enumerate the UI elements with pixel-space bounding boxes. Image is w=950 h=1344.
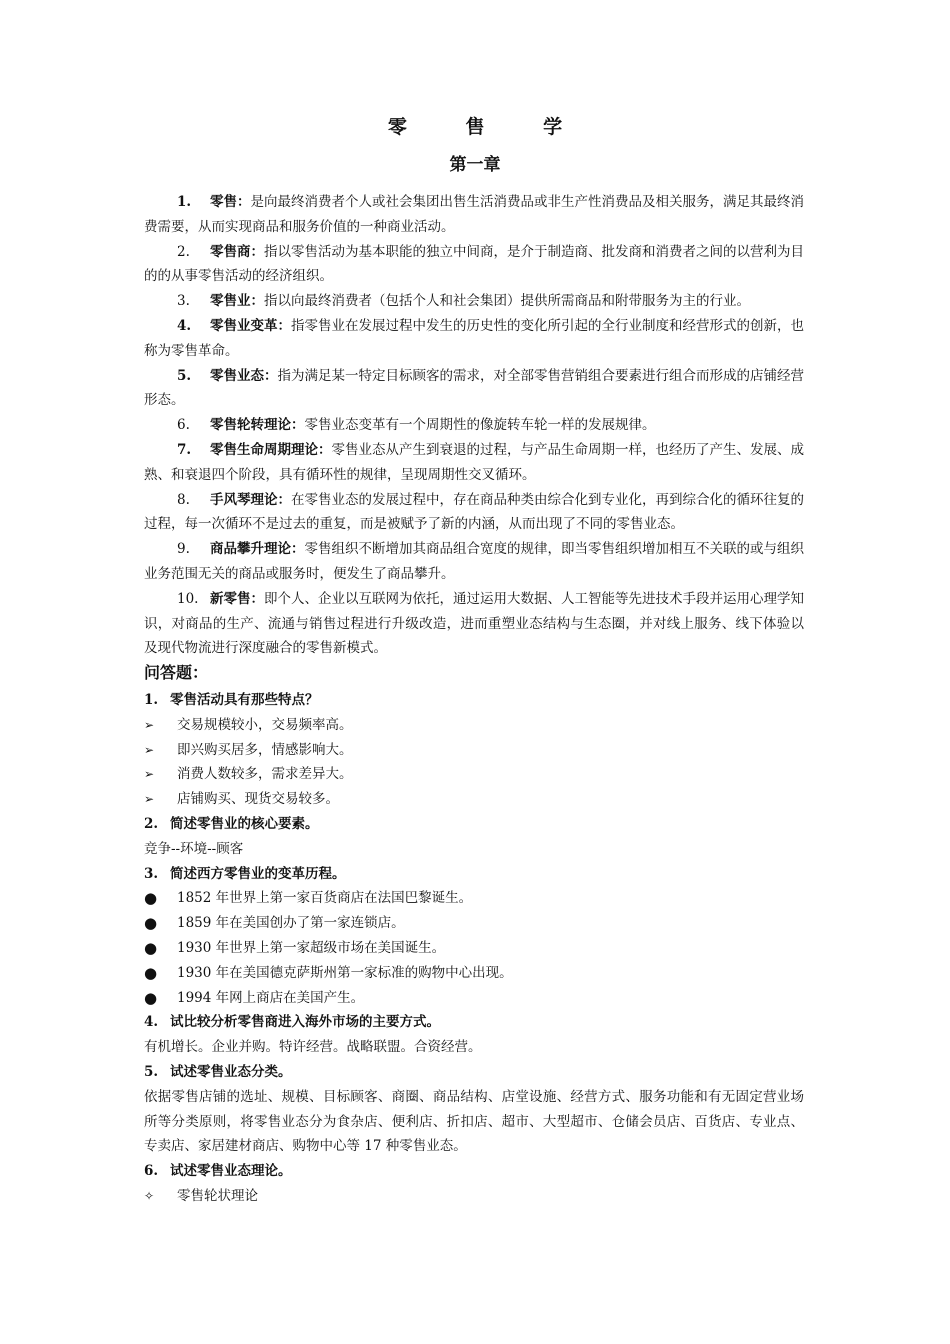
arrow-bullet-icon: ➢ bbox=[144, 742, 155, 757]
dot-bullet-icon: ● bbox=[144, 938, 158, 957]
definition-term: 新零售： bbox=[210, 590, 264, 607]
list-item: ➢ 交易规模较小，交易频率高。 bbox=[144, 713, 804, 738]
definition-term: 商品攀升理论： bbox=[210, 541, 305, 558]
list-item: ● 1994 年网上商店在美国产生。 bbox=[144, 986, 804, 1011]
question-5: 5. 试述零售业态分类。 bbox=[144, 1063, 292, 1080]
qa-heading: 问答题： bbox=[144, 663, 209, 682]
list-item: ✧ 零售轮状理论 bbox=[144, 1184, 804, 1209]
definition-text: 指以零售活动为基本职能的独立中间商，是介于制造商、批发商和消费者之间的以营利为目的的从事零售活动的经济组织。 bbox=[144, 243, 804, 285]
dot-bullet-icon: ● bbox=[144, 889, 158, 908]
definition-item: 1. 零售：是向最终消费者个人或社会集团出售生活消费品或非生产性消费品及相关服务，满足其最终消费需要，从而实现商品和服务价值的一种商业活动。 bbox=[144, 194, 804, 235]
question-4: 4. 试比较分析零售商进入海外市场的主要方式。 bbox=[144, 1014, 440, 1031]
arrow-bullet-icon: ➢ bbox=[144, 767, 155, 782]
definition-item: 10. 新零售：即个人、企业以互联网为依托，通过运用大数据、人工智能等先进技术手段并运用心理学知识，对商品的生产、流通与销售过程进行升级改造，进而重塑业态结构与生态圈，并对线上服务、线下体验以及现代物流进行深度融合的零售新模式。 bbox=[144, 590, 804, 657]
definition-text: 在零售业态的发展过程中，存在商品种类由综合化到专业化，再到综合化的循环往复的过程，每一次循环不是过去的重复，而是被赋予了新的内涵，从而出现了不同的零售业态。 bbox=[144, 491, 804, 533]
question-2: 2. 简述零售业的核心要素。 bbox=[144, 815, 319, 832]
qa-section bbox=[144, 660, 804, 1209]
definition-term: 零售业变革： bbox=[210, 317, 291, 334]
answer-4: 有机增长。企业并购。特许经营。战略联盟。合资经营。 bbox=[144, 1039, 482, 1056]
definition-item: 7. 零售生命周期理论：零售业态从产生到衰退的过程，与产品生命周期一样，也经历了产生、发展、成熟、和衰退四个阶段，具有循环性的规律，呈现周期性交叉循环。 bbox=[144, 441, 804, 483]
definition-item: 9. 商品攀升理论：零售组织不断增加其商品组合宽度的规律，即当零售组织增加相互不关联的或与组织业务范围无关的商品或服务时，便发生了商品攀升。 bbox=[144, 541, 804, 582]
list-item: ● 1930 年世界上第一家超级市场在美国诞生。 bbox=[144, 936, 804, 961]
arrow-bullet-icon: ➢ bbox=[144, 717, 155, 732]
definition-item: 2. 零售商：指以零售活动为基本职能的独立中间商，是介于制造商、批发商和消费者之间的以营利为目的的从事零售活动的经济组织。 bbox=[144, 243, 804, 285]
definitions-list bbox=[144, 190, 804, 661]
definition-text: 零售业态从产生到衰退的过程，与产品生命周期一样，也经历了产生、发展、成熟、和衰退四个阶段，具有循环性的规律，呈现周期性交叉循环。 bbox=[144, 441, 804, 483]
definition-text: 指以向最终消费者（包括个人和社会集团）提供所需商品和附带服务为主的行业。 bbox=[264, 293, 750, 310]
list-item: ➢ 店铺购买、现货交易较多。 bbox=[144, 787, 804, 812]
question-6: 6. 试述零售业态理论。 bbox=[144, 1163, 292, 1180]
list-item: ➢ 即兴购买居多，情感影响大。 bbox=[144, 738, 804, 763]
question-3: 3. 简述西方零售业的变革历程。 bbox=[144, 865, 346, 882]
chapter-heading: 第一章 bbox=[449, 155, 501, 175]
list-item: ➢ 消费人数较多，需求差异大。 bbox=[144, 762, 804, 787]
list-item: ● 1852 年世界上第一家百货商店在法国巴黎诞生。 bbox=[144, 886, 804, 911]
definition-text: 即个人、企业以互联网为依托，通过运用大数据、人工智能等先进技术手段并运用心理学知识，对商品的生产、流通与销售过程进行升级改造，进而重塑业态结构与生态圈，并对线上服务、线下体验以及现代物流进行深度融合的零售新模式。 bbox=[144, 590, 804, 657]
definition-term: 零售： bbox=[210, 194, 251, 210]
definition-text: 是向最终消费者个人或社会集团出售生活消费品或非生产性消费品及相关服务，满足其最终消费需要，从而实现商品和服务价值的一种商业活动。 bbox=[144, 194, 804, 235]
dot-bullet-icon: ● bbox=[144, 914, 158, 933]
definition-item: 5. 零售业态：指为满足某一特定目标顾客的需求，对全部零售营销组合要素进行组合而形成的店铺经营形态。 bbox=[144, 367, 804, 409]
list-item: ● 1859 年在美国创办了第一家连锁店。 bbox=[144, 911, 804, 936]
definition-text: 零售业态变革有一个周期性的像旋转车轮一样的发展规律。 bbox=[304, 417, 656, 434]
dot-bullet-icon: ● bbox=[144, 988, 158, 1007]
definition-term: 手风琴理论： bbox=[210, 491, 291, 508]
definition-item: 4. 零售业变革：指零售业在发展过程中发生的历史性的变化所引起的全行业制度和经营形式的创新，也称为零售革命。 bbox=[144, 317, 804, 359]
question-1: 1. 零售活动具有那些特点？ bbox=[144, 692, 319, 708]
answer-2: 竞争--环境--顾客 bbox=[144, 840, 244, 857]
star-bullet-icon: ✧ bbox=[144, 1188, 155, 1203]
answer-5: 依据零售店铺的选址、规模、目标顾客、商圈、商品结构、店堂设施、经营方式、服务功能和有无固定营业场所等分类原则，将零售业态分为食杂店、便利店、折扣店、超市、大型超市、仓储会员店、百货店、专业点、专卖店、家居建材商店、购物中心等 17 种零售业态。 bbox=[144, 1088, 804, 1155]
definition-item: 6. 零售轮转理论：零售业态变革有一个周期性的像旋转车轮一样的发展规律。 bbox=[177, 417, 656, 434]
definition-term: 零售生命周期理论： bbox=[210, 441, 332, 458]
definition-text: 指为满足某一特定目标顾客的需求，对全部零售营销组合要素进行组合而形成的店铺经营形态。 bbox=[144, 367, 804, 409]
definition-text: 零售组织不断增加其商品组合宽度的规律，即当零售组织增加相互不关联的或与组织业务范围无关的商品或服务时，便发生了商品攀升。 bbox=[144, 541, 804, 582]
definition-term: 零售业： bbox=[210, 293, 264, 310]
definition-item: 8. 手风琴理论：在零售业态的发展过程中，存在商品种类由综合化到专业化，再到综合化的循环往复的过程，每一次循环不是过去的重复，而是被赋予了新的内涵，从而出现了不同的零售业态。 bbox=[144, 491, 804, 533]
list-item: ● 1930 年在美国德克萨斯州第一家标准的购物中心出现。 bbox=[144, 961, 804, 986]
arrow-bullet-icon: ➢ bbox=[144, 792, 155, 807]
document-title: 零 售 学 bbox=[387, 116, 589, 138]
definition-term: 零售轮转理论： bbox=[210, 417, 305, 434]
definition-item: 3. 零售业：指以向最终消费者（包括个人和社会集团）提供所需商品和附带服务为主的行业。 bbox=[177, 293, 750, 310]
definition-term: 零售商： bbox=[210, 243, 264, 260]
definition-term: 零售业态： bbox=[210, 367, 278, 384]
dot-bullet-icon: ● bbox=[144, 963, 158, 982]
definition-text: 指零售业在发展过程中发生的历史性的变化所引起的全行业制度和经营形式的创新，也称为零售革命。 bbox=[144, 317, 804, 359]
